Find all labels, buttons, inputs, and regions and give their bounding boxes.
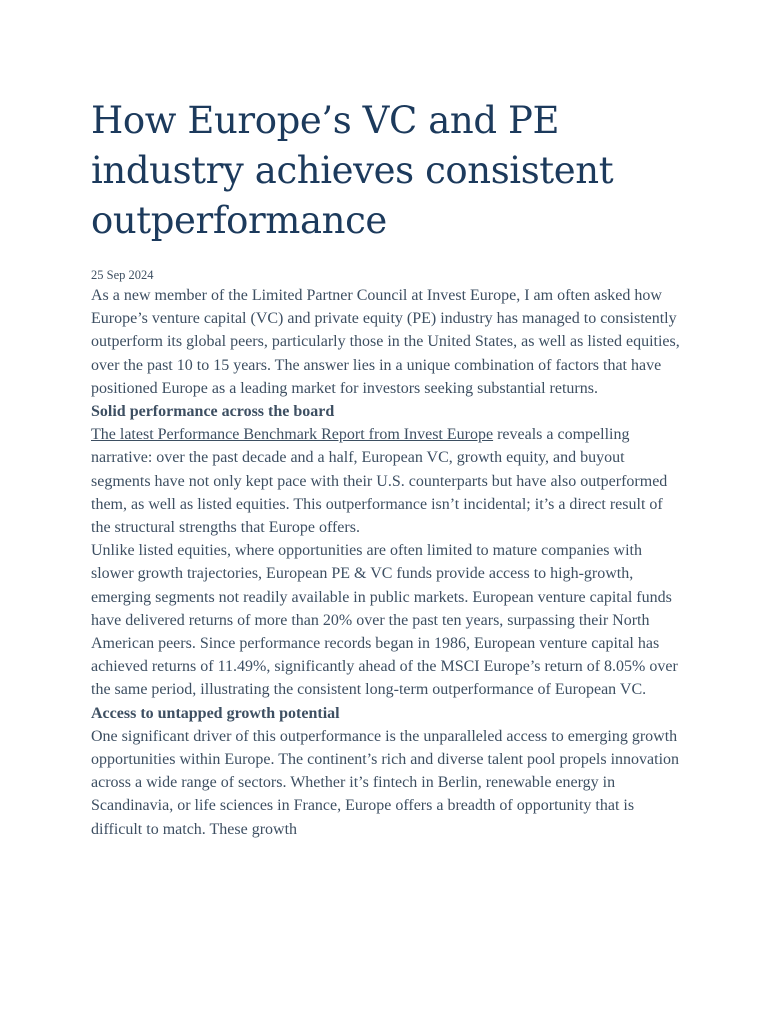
article-date: 25 Sep 2024 (91, 268, 154, 282)
performance-paragraph-text: reveals a compelling narrative: over the past decade and a half, European VC, growth equity, and buyout segments have not only kept pace with their U.S. counterparts but have also outperformed them, as well as listed equities. This outperformance isn’t incidental; it’s a direct result of the structural strengths that Europe offers. (91, 426, 668, 537)
benchmark-report-link[interactable]: The latest Performance Benchmark Report from Invest Europe (91, 426, 494, 444)
article-title: How Europe’s VC and PE industry achieves consistent outperformance (91, 99, 614, 242)
article (91, 96, 683, 841)
section-heading-performance: Solid performance across the board (91, 403, 335, 421)
performance-paragraph (91, 423, 683, 539)
section-heading-growth: Access to untapped growth potential (91, 704, 340, 722)
intro-paragraph: As a new member of the Limited Partner Council at Invest Europe, I am often asked how Europe’s venture capital (VC) and private equity (PE) industry has managed to consistently outperform its global peers, particularly those in the United States, as well as listed equities, over the past 10 to 15 years. The answer lies in a unique combination of factors that have positioned Europe as a leading market for investors seeking substantial returns. (91, 287, 680, 397)
growth-paragraph: One significant driver of this outperformance is the unparalleled access to emerging growth opportunities within Europe. The continent’s rich and diverse talent pool propels innovation across a wide range of sectors. Whether it’s fintech in Berlin, renewable energy in Scandinavia, or life sciences in France, Europe offers a breadth of opportunity that is difficult to match. These growth (91, 727, 680, 838)
returns-paragraph: Unlike listed equities, where opportunities are often limited to mature companies with slower growth trajectories, European PE & VC funds provide access to high-growth, emerging segments not readily available in public markets. European venture capital funds have delivered returns of more than 20% over the past ten years, surpassing their North American peers. Since performance records began in 1986, European venture capital has achieved returns of 11.49%, significantly ahead of the MSCI Europe’s return of 8.05% over the same period, illustrating the consistent long-term outperformance of European VC. (91, 542, 678, 699)
